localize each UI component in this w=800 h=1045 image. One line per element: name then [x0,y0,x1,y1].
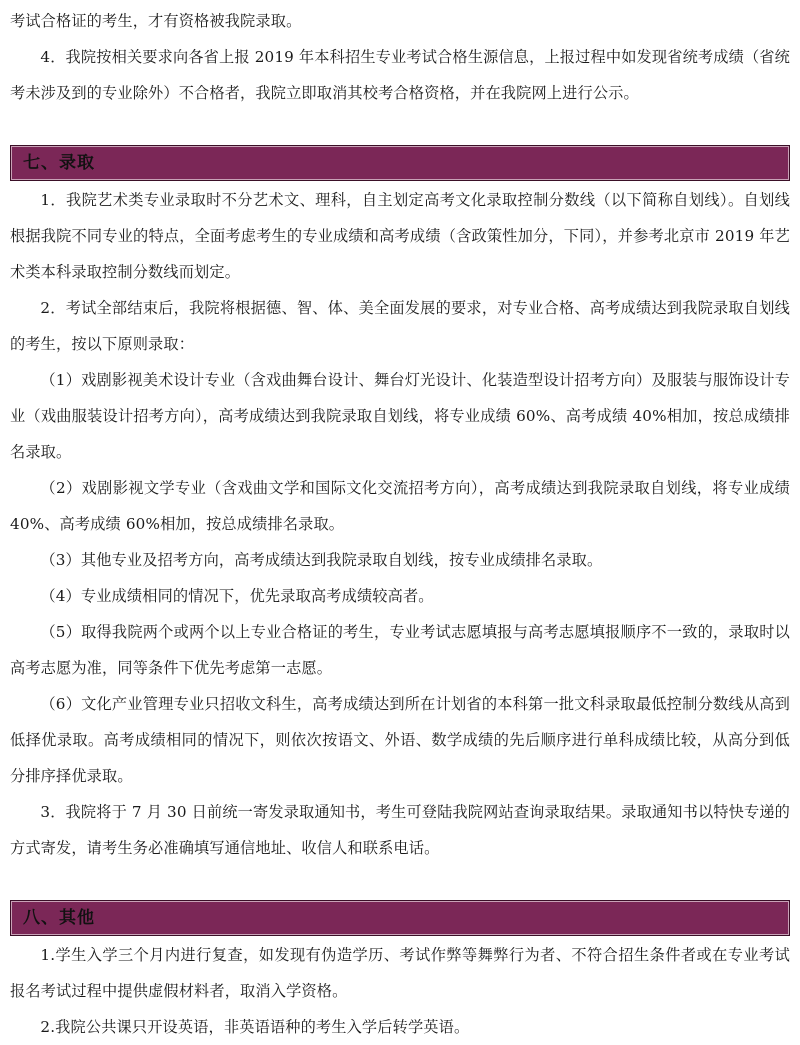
paragraph-s8-p1: 1.学生入学三个月内进行复查，如发现有伪造学历、考试作弊等舞弊行为者、不符合招生条件者或在专业考试报名考试过程中提供虚假材料者，取消入学资格。 [10,946,790,1000]
paragraph-s6-p3-continued: 考试合格证的考生，才有资格被我院录取。 [10,12,302,30]
paragraph-s7-item3: （3）其他专业及招考方向，高考成绩达到我院录取自划线，按专业成绩排名录取。 [40,551,603,569]
paragraph-s8-p2: 2.我院公共课只开设英语，非英语语种的考生入学后转学英语。 [40,1018,470,1036]
paragraph-s7-item2: （2）戏剧影视文学专业（含戏曲文学和国际文化交流招考方向），高考成绩达到我院录取自划线，将专业成绩 40%、高考成绩 60%相加，按总成绩排名录取。 [10,479,790,533]
paragraph-s7-item1: （1）戏剧影视美术设计专业（含戏曲舞台设计、舞台灯光设计、化装造型设计招考方向）及服装与服饰设计专业（戏曲服装设计招考方向），高考成绩达到我院录取自划线，将专业成绩 60%、高考成绩 40%相加，按总成绩排名录取。 [10,371,790,461]
section-header-admission [10,145,790,181]
section-title-other: 八、其他 [23,908,95,928]
section-title-admission: 七、录取 [23,153,95,173]
section-header-other [10,900,790,936]
paragraph-s7-item6: （6）文化产业管理专业只招收文科生，高考成绩达到所在计划省的本科第一批文科录取最低控制分数线从高到低择优录取。高考成绩相同的情况下，则依次按语文、外语、数学成绩的先后顺序进行单科成绩比较，从高分到低分排序择优录取。 [10,695,790,785]
paragraph-s7-p1: 1．我院艺术类专业录取时不分艺术文、理科，自主划定高考文化录取控制分数线（以下简称自划线）。自划线根据我院不同专业的特点，全面考虑考生的专业成绩和高考成绩（含政策性加分，下同），并参考北京市 2019 年艺术类本科录取控制分数线而划定。 [10,191,790,281]
paragraph-s7-p2: 2．考试全部结束后，我院将根据德、智、体、美全面发展的要求，对专业合格、高考成绩达到我院录取自划线的考生，按以下原则录取： [10,299,790,353]
paragraph-s7-item4: （4）专业成绩相同的情况下，优先录取高考成绩较高者。 [40,587,434,605]
paragraph-s7-item5: （5）取得我院两个或两个以上专业合格证的考生，专业考试志愿填报与高考志愿填报顺序不一致的，录取时以高考志愿为准，同等条件下优先考虑第一志愿。 [10,623,790,677]
paragraph-s7-p3: 3．我院将于 7 月 30 日前统一寄发录取通知书，考生可登陆我院网站查询录取结果。录取通知书以特快专递的方式寄发，请考生务必准确填写通信地址、收信人和联系电话。 [10,803,790,857]
paragraph-s6-p4: 4．我院按相关要求向各省上报 2019 年本科招生专业考试合格生源信息，上报过程中如发现省统考成绩（省统考未涉及到的专业除外）不合格者，我院立即取消其校考合格资格，并在我院网上进行公示。 [10,48,790,102]
